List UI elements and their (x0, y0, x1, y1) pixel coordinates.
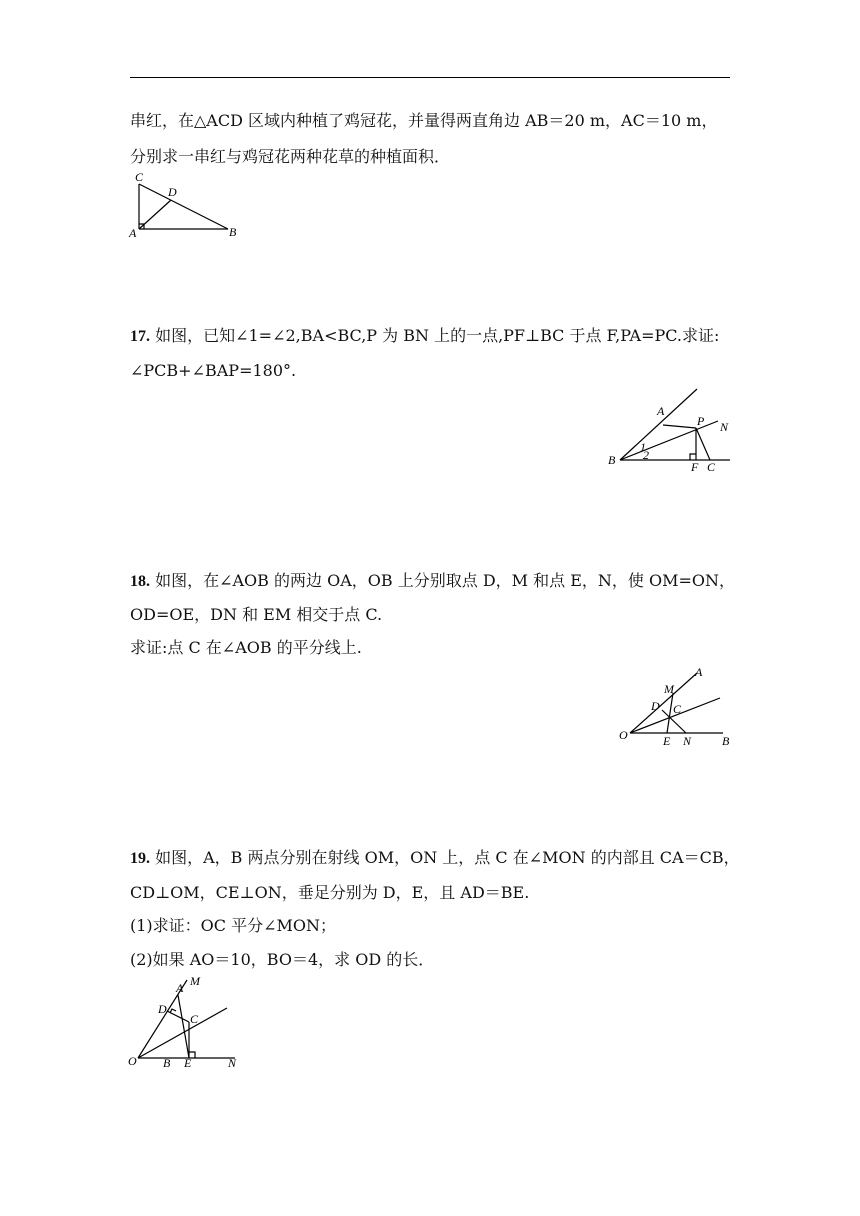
label-C: C (190, 1012, 199, 1026)
label-E: E (184, 1056, 192, 1070)
label-N: N (228, 1056, 237, 1070)
label-2: 2 (643, 448, 649, 462)
label-B: B (163, 1056, 171, 1070)
header-rule (130, 77, 730, 78)
problem16-figure (125, 170, 250, 240)
label-D: D (168, 185, 177, 199)
label-O: O (619, 728, 628, 742)
problem18-line1 (130, 571, 735, 592)
problem16-line2: 分别求一串红与鸡冠花两种花草的种植面积． (130, 147, 451, 166)
label-A: A (176, 981, 184, 995)
problem18-figure (615, 660, 740, 750)
problem17-line1 (130, 326, 719, 347)
problem19-line2: CD⊥OM，CE⊥ON，垂足分别为 D，E，且 AD＝BE. (130, 883, 530, 902)
problem17-text1: 如图，已知∠1=∠2,BA<BC,P 为 BN 上的一点,PF⊥BC 于点 F,PA=PC.求证: (155, 326, 720, 345)
problem17-number: 17. (130, 328, 150, 345)
label-A: A (657, 404, 665, 418)
problem17-line2: ∠PCB+∠BAP=180°. (130, 361, 297, 380)
label-B: B (229, 225, 237, 239)
problem19-figure (125, 970, 255, 1080)
label-C: C (707, 460, 716, 474)
problem18-line2: OD=OE，DN 和 EM 相交于点 C. (130, 605, 383, 624)
label-1: 1 (640, 440, 646, 454)
label-C: C (135, 170, 144, 184)
label-D: D (158, 1002, 167, 1016)
label-N: N (720, 420, 729, 434)
label-A: A (129, 226, 137, 240)
label-N: N (683, 734, 692, 748)
label-B: B (608, 453, 616, 467)
problem18-line3: 求证:点 C 在∠AOB 的平分线上. (130, 638, 362, 657)
label-C: C (673, 702, 682, 716)
problem18-text1: 如图，在∠AOB 的两边 OA，OB 上分别取点 D，M 和点 E，N，使 OM=ON， (155, 571, 735, 590)
label-P: P (697, 414, 705, 428)
problem19-number: 19. (130, 850, 150, 867)
label-E: E (663, 734, 671, 748)
problem18-number: 18. (130, 573, 150, 590)
label-M: M (190, 974, 200, 988)
problem16-line1: 串红，在△ACD 区域内种植了鸡冠花，并量得两直角边 AB＝20 m，AC＝10 m， (130, 111, 718, 130)
label-A: A (695, 665, 703, 679)
label-M: M (664, 682, 674, 696)
problem19-line3: (1)求证：OC 平分∠MON； (130, 916, 337, 935)
label-B: B (722, 734, 730, 748)
label-D: D (651, 699, 660, 713)
label-O: O (128, 1054, 137, 1068)
problem17-figure (600, 385, 740, 480)
label-F: F (691, 460, 699, 474)
problem19-line1 (130, 848, 740, 869)
problem19-text1: 如图，A，B 两点分别在射线 OM，ON 上，点 C 在∠MON 的内部且 CA＝CB， (155, 848, 740, 867)
problem19-line4: (2)如果 AO＝10，BO＝4，求 OD 的长． (130, 950, 435, 969)
